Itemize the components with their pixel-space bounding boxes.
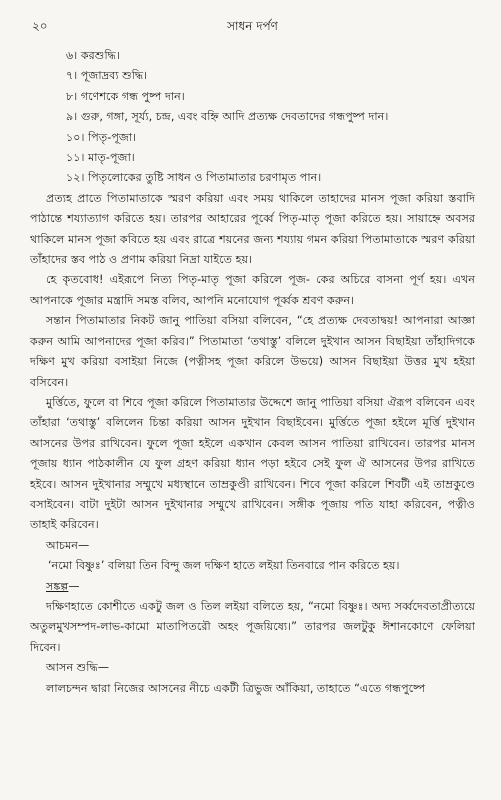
paragraph-sankalpa: দক্ষিণহাতে কোশীতে একটু জল ও তিল লইয়া বলিতে হয়, “নমো বিষ্ণুঃ। অদ্য সর্ব্বদেবতাপ্রীত্যয়ে অতুলমুখসম্পদ-লাভ-কামো মাতাপিতরৌ অহং পূজয়িষ্যে।” তারপর জলটুকু ঈশানকোণে ফেলিয়া দিবেন। <box>30 599 475 654</box>
section-heading-achaman: আচমন— <box>46 538 90 552</box>
running-title: সাধন দর্পণ <box>227 19 278 33</box>
ritual-steps-list <box>30 46 475 189</box>
section-heading-asan-shuddhi: আসন শুদ্ধি— <box>46 661 109 675</box>
sankalpa-title: সঙ্কল্প <box>46 579 69 593</box>
sankalpa-dash: — <box>68 579 80 593</box>
paragraph-achaman: ‘নমো বিষ্ণুঃ’ বলিয়া তিন বিন্দু জল দক্ষিণ হাতে লইয়া তিনবারে পান করিতে হয়। <box>48 559 400 573</box>
paragraph-asan-shuddhi: লালচন্দন দ্বারা নিজের আসনের নীচে একটী ত্রিভুজ আঁকিয়া, তাহাতে “এতে গন্ধপুষ্পে <box>46 681 426 695</box>
paragraph-address: হে কৃতবোধ! এইরূপে নিত্য পিতৃ-মাতৃ পূজা করিলে পূজ- কের অচিরে বাসনা পূর্ণ হয়। এখন আপনাকে পূজার মন্ত্রাদি সমস্ত বলিব, আপনি মনোযোগ পূর্ব্বক শ্রবণ করুন। <box>30 273 475 307</box>
section-heading-sankalpa <box>30 577 475 597</box>
paragraph-image-worship: মুর্ত্তিতে, ফুলে বা শিবে পূজা করিলে পিতামাতার উদ্দেশে জানু পাতিয়া বসিয়া ঐরূপ বলিবেন এবং তাঁহারা ‘তথাস্তু’ বলিলেন চিন্তা করিয়া আসন দুইখান বিছাইবেন। মুর্ত্তিতে পূজা হইলে মূর্ত্তি দুইখান আসনের উপর রাখিবেন। ফুলে পূজা হইলে একখান কেবল আসন পাতিয়া রাখিবেন। তারপর মানস পূজায় ধ্যান পাঠকালীন যে ফুল গ্রহণ করিয়া ধ্যান পড়া হইবে সেই ফুল ঐ আসনের উপর রাখিতে হইবে। আসন দুইখানার সম্মুখে মধ্যস্থানে তাম্রকুণ্ডী রাখিবেন। শিবে পূজা করিলে শিবটী এই তাম্রকুণ্ডে বসাইবেন। বাটা দুইটা আসন দুইখানার সম্মুখে রাখিবেন। সঙ্গীক পূজায় পতি যাহা করিবেন, পত্নীও তাহাই করিবেন। <box>30 395 475 532</box>
list-item: ১০। পিতৃ-পূজা। <box>66 130 137 144</box>
list-item: ১১। মাতৃ-পূজা। <box>66 151 135 165</box>
paragraph-seating: সন্তান পিতামাতার নিকট জানু পাতিয়া বসিয়া বলিবেন, “হে প্রত্যক্ষ দেবতাদ্বয়! আপনারা আজ্ঞা করুন আমি আপনাদের পূজা করিব।” পিতামাতা ‘তথাস্তু’ বলিলে দুইখান আসন বিছাইয়া তাঁহাদিগকে দক্ষিণ মুখ করিয়া বসাইয়া নিজে (পত্নীসহ পূজা করিলে উভয়ে) আসন বিছাইয়া উত্তর মুখ হইয়া বসিবেন। <box>30 314 475 389</box>
list-item: ৯। গুরু, গঙ্গা, সূর্য্য, চন্দ্র, এবং বহ্নি আদি প্রত্যক্ষ দেবতাদের গন্ধপুষ্প দান। <box>66 110 389 124</box>
list-item: ১২। পিতৃলোকের তুষ্টি সাধন ও পিতামাতার চরণামৃত পান। <box>66 171 322 185</box>
list-item: ৬। করশুদ্ধি। <box>66 49 120 62</box>
list-item: ৮। গণেশকে গন্ধ পুষ্প দান। <box>66 89 185 103</box>
page-number: ২০ <box>32 19 48 33</box>
list-item: ৭। পূজাদ্রব্য শুদ্ধি। <box>66 69 148 83</box>
page-body <box>30 46 475 699</box>
page-header <box>30 14 475 36</box>
paragraph-daily-worship: প্রত্যহ প্রাতে পিতামাতাকে স্মরণ করিয়া এবং সময় থাকিলে তাহাদের মানস পূজা করিয়া স্তবাদি পাঠান্তে শয্যাত্যাগ করিতে হয়। তারপর আহারের পূর্ব্বে পিতৃ-মাতৃ পূজা করিতে হয়। সায়াহ্নে অবসর থাকিলে মানস পূজা কবিতে হয় এবং রাত্রে শয়নের জন্য শয্যায় গমন করিয়া পিতামাতাকে স্মরণ করিয়া তাঁহাদের স্তব পাঠ ও প্রণাম করিয়া নিদ্রা যাইতে হয়। <box>30 191 475 267</box>
